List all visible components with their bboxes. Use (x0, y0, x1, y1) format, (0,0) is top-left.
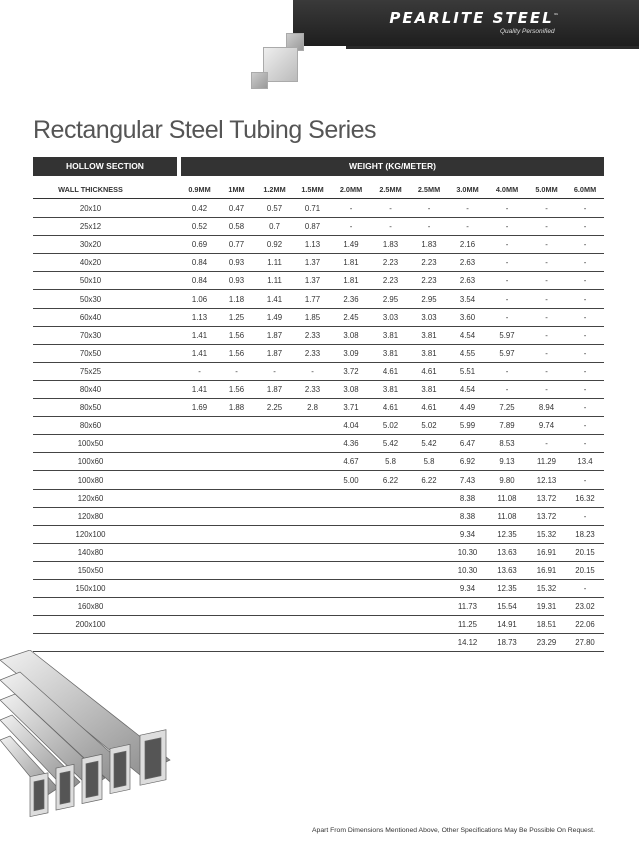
weight-cell: 3.81 (421, 348, 437, 358)
weight-cell: 9.74 (538, 421, 555, 431)
weight-cell: - (505, 312, 509, 322)
weight-cell: 3.03 (421, 312, 437, 322)
weight-cell: 23.02 (575, 602, 595, 612)
weight-cell: 4.61 (382, 403, 399, 413)
weight-cell: 9.34 (459, 584, 476, 594)
weight-cell: - (545, 348, 548, 358)
weight-cell: 15.54 (497, 602, 517, 612)
weight-cell: 11.08 (497, 493, 517, 503)
section-size-cell: 150x50 (77, 566, 104, 575)
section-size-cell: 80x50 (79, 403, 102, 413)
weight-cell: 4.67 (343, 457, 359, 467)
section-size-cell: 160x80 (77, 602, 104, 612)
weight-cell: 4.61 (421, 403, 437, 413)
weight-cell: 9.80 (499, 475, 515, 485)
weight-cell: 0.92 (266, 240, 283, 250)
weight-cell: 1.18 (228, 294, 245, 304)
weight-cell: 2.33 (304, 348, 321, 358)
weight-cell: - (583, 511, 587, 521)
weight-cell: 2.23 (421, 258, 437, 268)
section-size-cell: 150x100 (75, 584, 106, 594)
section-size-cell: 100x50 (77, 439, 104, 449)
weight-cell: 4.04 (343, 421, 359, 431)
weight-cell: 5.42 (421, 439, 437, 449)
weight-cell: 0.84 (191, 276, 208, 286)
weight-cell: 10.30 (457, 566, 478, 575)
weight-cell: 1.69 (191, 403, 208, 413)
weight-cell: 1.83 (421, 240, 437, 250)
weight-cell: 5.02 (382, 421, 399, 431)
weight-cell: - (583, 222, 587, 232)
weight-cell: 1.06 (191, 294, 208, 304)
weight-cell: 0.47 (228, 204, 245, 213)
weight-cell: - (583, 330, 587, 340)
weight-cell: 3.03 (382, 312, 399, 322)
weight-cell: - (583, 475, 587, 485)
weight-cell: - (505, 222, 509, 232)
page-title: Rectangular Steel Tubing Series (33, 116, 377, 144)
weight-cell: - (583, 366, 587, 376)
weight-cell: 11.25 (458, 620, 477, 630)
weight-cell: 1.81 (343, 258, 359, 268)
weight-cell: 5.97 (499, 330, 515, 340)
weight-cell: 5.8 (385, 457, 396, 467)
weight-cell: 7.25 (499, 403, 515, 413)
section-size-cell: 60x40 (79, 312, 102, 322)
weight-cell: - (545, 312, 548, 322)
weight-cell: 1.85 (304, 312, 321, 322)
weight-cell: - (505, 258, 509, 268)
column-header-thickness: 1MM (228, 185, 245, 194)
section-size-cell: 120x80 (77, 511, 104, 521)
weight-cell: 5.02 (421, 421, 437, 431)
weight-cell: - (545, 330, 548, 340)
weight-cell: 2.95 (382, 294, 399, 304)
weight-cell: 1.37 (304, 258, 321, 268)
column-header-thickness: 5.0MM (535, 185, 558, 194)
weight-cell: 18.23 (575, 529, 595, 539)
weight-cell: - (545, 240, 548, 250)
weight-cell: 13.72 (536, 511, 557, 521)
column-header-thickness: 1.5MM (301, 185, 324, 194)
weight-cell: 3.08 (343, 385, 359, 394)
weight-cell: - (466, 204, 469, 213)
weight-cell: 20.15 (575, 547, 595, 557)
column-header-thickness: 2.5MM (379, 185, 402, 194)
weight-cell: 13.63 (497, 547, 517, 557)
weight-cell: 9.34 (459, 529, 476, 539)
weight-cell: 4.55 (459, 348, 476, 358)
weight-cell: 1.25 (228, 312, 245, 322)
weight-cell: 0.84 (191, 258, 208, 268)
weight-cell: 1.87 (266, 330, 283, 340)
weight-cell: 0.93 (228, 276, 245, 286)
weight-cell: - (545, 385, 548, 394)
weight-cell: 18.51 (536, 620, 557, 630)
weight-cell: 15.32 (536, 584, 557, 594)
weight-cell: 22.06 (575, 620, 595, 630)
weight-cell: 0.42 (191, 204, 208, 213)
weight-cell: 16.91 (536, 566, 557, 575)
weight-cell: - (349, 204, 353, 213)
weight-cell: 11.73 (458, 602, 477, 612)
weight-cell: 6.22 (421, 475, 437, 485)
weight-cell: - (583, 276, 587, 286)
weight-cell: 14.91 (497, 620, 517, 630)
weight-cell: - (311, 366, 314, 376)
weight-cell: - (545, 294, 548, 304)
weight-cell: - (389, 204, 392, 213)
weight-cell: 12.35 (497, 529, 517, 539)
weight-cell: 2.95 (421, 294, 437, 304)
column-header-thickness: 3.0MM (456, 185, 479, 194)
weight-cell: 2.8 (307, 403, 318, 413)
column-header-thickness: 0.9MM (188, 185, 211, 194)
steel-tubes-illustration (0, 650, 175, 825)
weight-cell: 8.38 (459, 493, 476, 503)
weight-cell: 1.13 (191, 312, 208, 322)
weight-cell: 2.36 (343, 294, 359, 304)
weight-cell: - (505, 276, 509, 286)
weight-cell: - (505, 385, 509, 394)
section-size-cell: 25x12 (79, 222, 102, 232)
section-size-cell: 70x50 (79, 348, 102, 358)
weight-cell: 11.29 (537, 457, 556, 467)
column-header-thickness: 2.0MM (339, 185, 363, 194)
weight-cell: 2.63 (459, 276, 476, 286)
weight-cell: 5.97 (499, 348, 515, 358)
column-header-thickness: 6.0MM (573, 185, 597, 194)
weight-cell: 15.32 (536, 529, 557, 539)
weight-cell: 1.13 (304, 240, 321, 250)
weight-cell: 0.77 (228, 240, 245, 250)
weight-cell: 1.56 (228, 348, 245, 358)
weight-cell: 1.49 (266, 312, 283, 322)
weight-cell: 1.88 (228, 403, 245, 413)
weight-cell: 4.36 (343, 439, 359, 449)
weight-cell: 8.94 (538, 403, 555, 413)
weight-cell: 9.13 (499, 457, 515, 467)
weight-cell: 18.73 (497, 638, 517, 648)
weight-cell: 1.77 (304, 294, 321, 304)
weight-cell: 1.83 (382, 240, 399, 250)
weight-cell: - (505, 294, 509, 304)
weight-cell: - (583, 294, 587, 304)
weight-cell: - (235, 366, 238, 376)
section-size-cell: 80x40 (79, 385, 102, 394)
weight-cell: - (545, 204, 548, 213)
brand-logo (360, 9, 590, 27)
section-size-cell: 20x10 (79, 204, 102, 213)
weight-cell: 6.22 (382, 475, 399, 485)
weight-cell: 2.16 (459, 240, 476, 250)
section-size-cell: 120x100 (75, 529, 106, 539)
weight-cell: 3.81 (421, 330, 437, 340)
weight-cell: 4.61 (421, 366, 437, 376)
weight-cell: 3.08 (343, 330, 359, 340)
weight-cell: 2.25 (266, 403, 283, 413)
weight-cell: - (273, 366, 276, 376)
weight-cell: 3.09 (343, 348, 359, 358)
weight-cell: 0.87 (304, 222, 321, 232)
weight-cell: 0.71 (304, 204, 321, 213)
weight-cell: - (583, 421, 587, 431)
hollow-section-header: HOLLOW SECTION (33, 157, 177, 176)
brand-header-line (346, 46, 639, 49)
section-size-cell: 50x10 (79, 276, 102, 286)
weight-cell: 13.63 (497, 566, 517, 575)
weight-cell: - (583, 403, 587, 413)
brand-tagline: Quality Personified (500, 28, 555, 35)
weight-cell: 0.58 (228, 222, 245, 232)
weight-cell: - (583, 312, 587, 322)
brand-tm: ™ (553, 13, 561, 19)
weight-cell: 1.41 (191, 330, 208, 340)
section-size-cell: 30x20 (79, 240, 102, 250)
column-header-wall-thickness: WALL THICKNESS (58, 185, 123, 194)
weight-cell: - (545, 276, 548, 286)
weight-cell: 0.69 (191, 240, 208, 250)
weight-cell: 1.41 (266, 294, 283, 304)
weight-cell: 5.99 (459, 421, 476, 431)
weight-cell: 19.31 (536, 602, 557, 612)
section-size-cell: 75x25 (79, 366, 102, 376)
weight-cell: 7.89 (499, 421, 515, 431)
weight-cell: 2.45 (343, 312, 359, 322)
weight-cell: 1.87 (266, 385, 283, 394)
weight-cell: 0.52 (191, 222, 208, 232)
weight-cell: 6.92 (459, 457, 476, 467)
weight-cell: - (505, 240, 509, 250)
weight-cell: 8.53 (499, 439, 515, 449)
weight-cell: - (583, 385, 587, 394)
weight-cell: 12.13 (536, 475, 557, 485)
weight-cell: 14.12 (457, 638, 478, 648)
weight-cell: 1.11 (267, 258, 282, 268)
weight-cell: - (505, 366, 509, 376)
weight-cell: - (545, 439, 548, 449)
weight-cell: 1.87 (266, 348, 283, 358)
column-header-thickness: 2.5MM (417, 185, 441, 194)
weight-cell: - (583, 584, 587, 594)
weight-cell: - (427, 204, 431, 213)
weight-cell: 2.33 (304, 385, 321, 394)
weight-cell: 16.32 (575, 493, 595, 503)
weight-cell: 4.54 (459, 330, 476, 340)
column-header-thickness: 4.0MM (495, 185, 519, 194)
weight-cell: - (389, 222, 392, 232)
weight-cell: 1.56 (228, 330, 245, 340)
weight-cell: - (505, 204, 509, 213)
section-size-cell: 120x60 (77, 493, 104, 503)
weight-cell: 4.49 (459, 403, 476, 413)
weight-cell: - (583, 439, 587, 449)
weight-cell: 6.47 (459, 439, 476, 449)
weight-cell: 1.37 (304, 276, 321, 286)
weight-cell: 7.43 (459, 475, 476, 485)
weight-cell: - (198, 366, 201, 376)
weight-cell: - (545, 366, 548, 376)
section-size-cell: 200x100 (75, 620, 106, 630)
weight-cell: 1.56 (228, 385, 245, 394)
weight-cell: 3.81 (382, 385, 399, 394)
weight-cell: 27.80 (575, 638, 595, 648)
weight-cell: 23.29 (536, 638, 557, 648)
section-size-cell: 100x60 (77, 457, 104, 467)
weight-cell: 1.49 (343, 240, 359, 250)
weight-cell: - (583, 258, 587, 268)
weight-cell: 10.30 (457, 547, 478, 557)
weight-cell: 20.15 (575, 566, 595, 575)
weight-cell: - (427, 222, 431, 232)
weight-cell: 13.4 (577, 457, 593, 467)
weight-cell: - (583, 348, 587, 358)
weight-cell: 2.63 (459, 258, 476, 268)
weight-cell: 1.11 (267, 276, 282, 286)
weight-cell: 3.60 (459, 312, 476, 322)
weight-cell: - (545, 258, 548, 268)
weight-cell: 0.7 (269, 222, 280, 232)
weight-cell: 1.41 (191, 348, 208, 358)
weight-header: WEIGHT (KG/METER) (181, 157, 604, 176)
weight-cell: - (349, 222, 353, 232)
weight-cell: 2.23 (382, 276, 399, 286)
weight-cell: 4.54 (459, 385, 476, 394)
footer-note: Apart From Dimensions Mentioned Above, Other Specifications May Be Possible On Request. (312, 827, 595, 834)
weight-cell: 5.42 (382, 439, 399, 449)
weight-cell: 5.8 (423, 457, 435, 467)
weight-cell: 4.61 (382, 366, 399, 376)
weight-cell: 3.54 (459, 294, 476, 304)
weight-cell: 2.23 (382, 258, 399, 268)
section-size-cell: 140x80 (77, 547, 104, 557)
weight-cell: - (583, 240, 587, 250)
weight-cell: 12.35 (497, 584, 517, 594)
section-size-cell: 70x30 (79, 330, 102, 340)
weight-cell: - (545, 222, 548, 232)
weight-cell: 1.41 (191, 385, 208, 394)
section-size-cell: 40x20 (79, 258, 102, 268)
weight-cell: 0.57 (266, 204, 283, 213)
section-size-cell: 80x60 (79, 421, 102, 431)
weight-cell: 11.08 (497, 511, 517, 521)
weight-cell: 16.91 (536, 547, 557, 557)
weight-cell: 0.93 (228, 258, 245, 268)
weight-cell: 1.81 (343, 276, 359, 286)
weight-cell: 2.23 (421, 276, 437, 286)
weight-cell: 8.38 (459, 511, 476, 521)
section-size-cell: 100x80 (77, 475, 104, 485)
weight-cell: 3.72 (343, 366, 359, 376)
weight-cell: 3.71 (343, 403, 359, 413)
weight-cell: 3.81 (421, 385, 437, 394)
weight-cell: - (466, 222, 469, 232)
brand-name: PEARLITE STEEL (389, 9, 554, 27)
weight-cell: - (583, 204, 587, 213)
weight-cell: 5.51 (459, 366, 476, 376)
weight-cell: 3.81 (382, 330, 399, 340)
weight-cell: 2.33 (304, 330, 321, 340)
weight-cell: 13.72 (536, 493, 557, 503)
section-size-cell: 50x30 (79, 294, 102, 304)
column-header-thickness: 1.2MM (263, 185, 286, 194)
weight-cell: 3.81 (382, 348, 399, 358)
weight-cell: 5.00 (343, 475, 359, 485)
